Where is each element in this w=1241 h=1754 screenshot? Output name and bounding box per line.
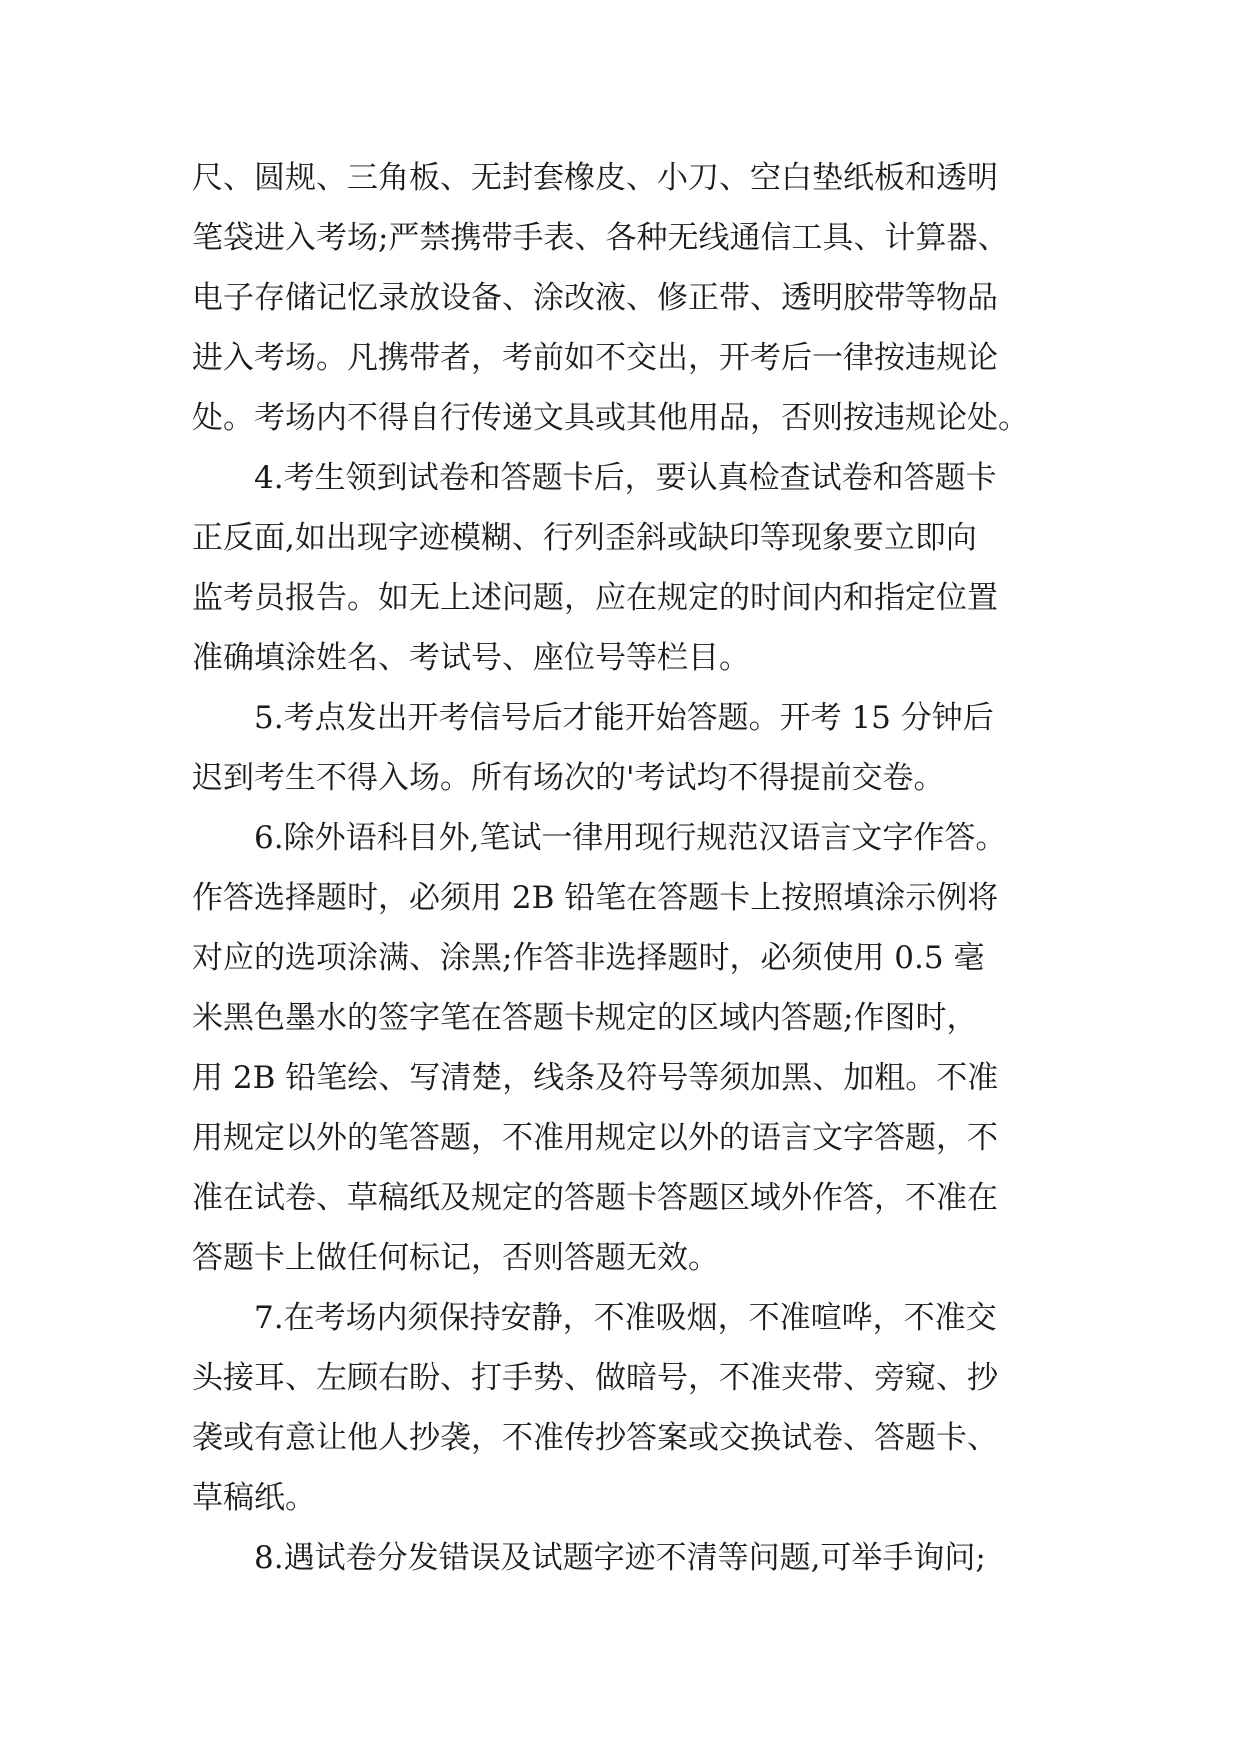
text-line: 准确填涂姓名、考试号、座位号等栏目。	[192, 640, 750, 676]
text-line: 监考员报告。如无上述问题，应在规定的时间内和指定位置	[192, 580, 998, 616]
text-line: 袭或有意让他人抄袭，不准传抄答案或交换试卷、答题卡、	[192, 1420, 998, 1456]
text-line: 笔袋进入考场;严禁携带手表、各种无线通信工具、计算器、	[192, 220, 1009, 256]
text-line: 答题卡上做任何标记，否则答题无效。	[192, 1240, 719, 1276]
text-line: 处。考场内不得自行传递文具或其他用品，否则按违规论处。	[192, 400, 1029, 436]
text-line: 用规定以外的笔答题，不准用规定以外的语言文字答题，不	[192, 1120, 998, 1156]
text-line: 作答选择题时，必须用 2B 铅笔在答题卡上按照填涂示例将	[192, 880, 999, 916]
text-line: 草稿纸。	[192, 1480, 316, 1516]
text-line: 6.除外语科目外,笔试一律用现行规范汉语言文字作答。	[254, 820, 1007, 856]
text-line: 尺、圆规、三角板、无封套橡皮、小刀、空白垫纸板和透明	[192, 160, 998, 196]
text-line: 电子存储记忆录放设备、涂改液、修正带、透明胶带等物品	[192, 280, 998, 316]
text-line: 米黑色墨水的签字笔在答题卡规定的区域内答题;作图时，	[192, 1000, 978, 1036]
text-line: 对应的选项涂满、涂黑;作答非选择题时，必须使用 0.5 毫	[192, 940, 985, 976]
text-line: 进入考场。凡携带者，考前如不交出，开考后一律按违规论	[192, 340, 998, 376]
text-line: 4.考生领到试卷和答题卡后，要认真检查试卷和答题卡	[254, 460, 997, 496]
text-line: 迟到考生不得入场。所有场次的'考试均不得提前交卷。	[192, 760, 945, 796]
text-line: 正反面,如出现字迹模糊、行列歪斜或缺印等现象要立即向	[192, 520, 977, 556]
text-line: 准在试卷、草稿纸及规定的答题卡答题区域外作答，不准在	[192, 1180, 998, 1216]
text-line: 头接耳、左顾右盼、打手势、做暗号，不准夹带、旁窥、抄	[192, 1360, 998, 1396]
text-line: 用 2B 铅笔绘、写清楚，线条及符号等须加黑、加粗。不准	[192, 1060, 999, 1096]
text-line: 7.在考场内须保持安静，不准吸烟，不准喧哗，不准交	[254, 1300, 997, 1336]
text-line: 5.考点发出开考信号后才能开始答题。开考 15 分钟后	[254, 700, 994, 736]
text-line: 8.遇试卷分发错误及试题字迹不清等问题,可举手询问;	[254, 1540, 986, 1576]
